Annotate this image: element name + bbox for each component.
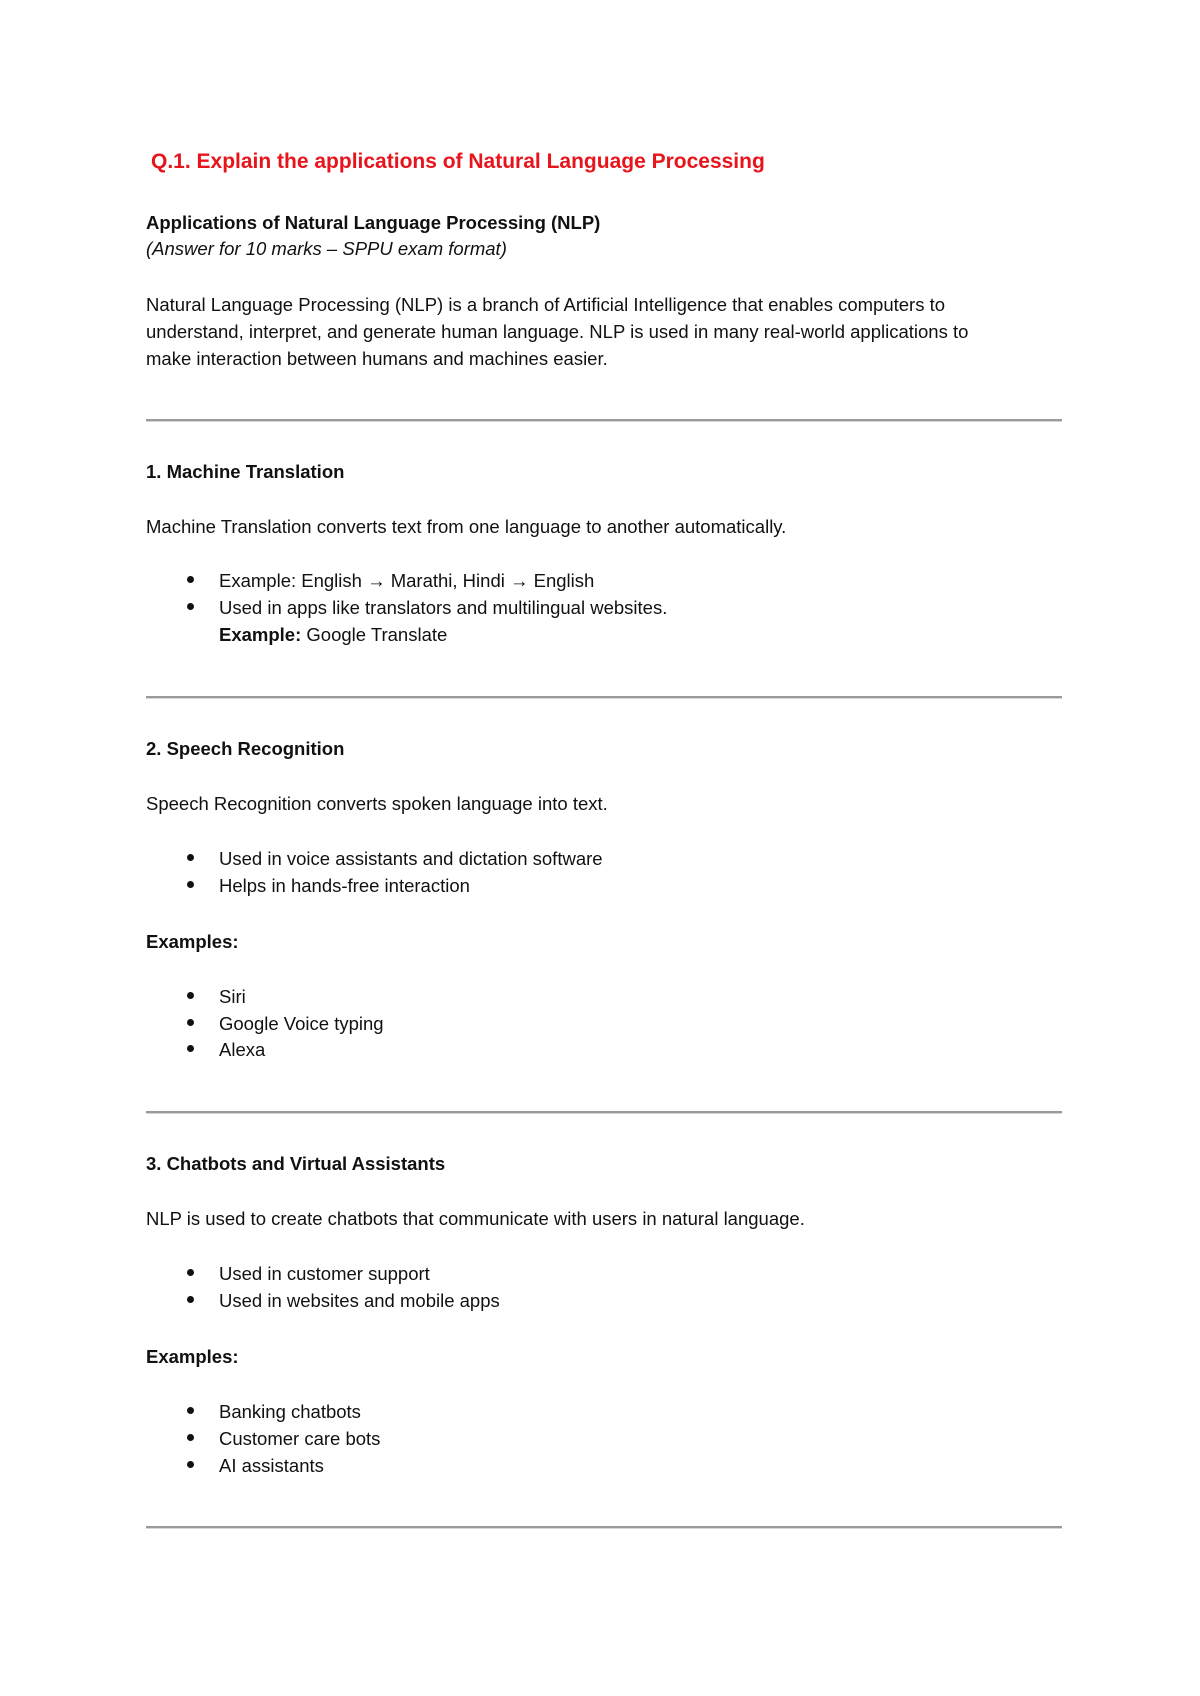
list-item: Google Voice typing <box>219 1013 384 1034</box>
bullet-dot-icon <box>187 1269 194 1276</box>
examples-label: Examples: <box>146 1346 239 1367</box>
horizontal-rule <box>146 696 1062 699</box>
section-description: Speech Recognition converts spoken language into text. <box>146 793 608 814</box>
section-description: NLP is used to create chatbots that communicate with users in natural language. <box>146 1208 805 1229</box>
bullet-dot-icon <box>187 992 194 999</box>
section-title-speech-recognition: 2. Speech Recognition <box>146 738 345 759</box>
list-item: Helps in hands-free interaction <box>219 875 470 896</box>
bullet-dot-icon <box>187 854 194 861</box>
bullet-dot-icon <box>187 1461 194 1468</box>
bullet-dot-icon <box>187 1019 194 1026</box>
list-item: Customer care bots <box>219 1428 381 1449</box>
section-description: Machine Translation converts text from one language to another automatically. <box>146 516 787 537</box>
bullet-dot-icon <box>187 1407 194 1414</box>
bullet-dot-icon <box>187 576 194 583</box>
list-item: Used in apps like translators and multilingual websites. <box>219 597 668 618</box>
section-title-machine-translation: 1. Machine Translation <box>146 461 345 482</box>
intro-line: make interaction between humans and machines easier. <box>146 348 608 369</box>
bullet-dot-icon <box>187 1045 194 1052</box>
intro-line: Natural Language Processing (NLP) is a branch of Artificial Intelligence that enables computers to <box>146 294 946 315</box>
list-item: Alexa <box>219 1039 266 1060</box>
example-label: Example: <box>219 624 302 645</box>
intro-line: understand, interpret, and generate human language. NLP is used in many real-world applications to <box>146 321 969 342</box>
list-item: AI assistants <box>219 1455 324 1476</box>
bullet-dot-icon <box>187 881 194 888</box>
list-item: Banking chatbots <box>219 1401 361 1422</box>
list-item: Siri <box>219 986 246 1007</box>
horizontal-rule <box>146 1111 1062 1114</box>
bullet-dot-icon <box>187 1434 194 1441</box>
document-heading: Applications of Natural Language Processing (NLP) <box>146 212 601 233</box>
horizontal-rule <box>146 419 1062 422</box>
bullet-dot-icon <box>187 603 194 610</box>
horizontal-rule <box>146 1526 1062 1529</box>
document-subheading: (Answer for 10 marks – SPPU exam format) <box>146 238 507 259</box>
list-item: Example: English → Marathi, Hindi → English <box>219 570 595 591</box>
list-item: Used in customer support <box>219 1263 430 1284</box>
section-title-chatbots: 3. Chatbots and Virtual Assistants <box>146 1153 446 1174</box>
example-value: Google Translate <box>301 624 448 645</box>
list-item: Used in voice assistants and dictation software <box>219 848 603 869</box>
question-title: Q.1. Explain the applications of Natural Language Processing <box>151 150 765 173</box>
example-line <box>219 622 447 648</box>
list-item: Used in websites and mobile apps <box>219 1290 500 1311</box>
bullet-dot-icon <box>187 1296 194 1303</box>
examples-label: Examples: <box>146 931 239 952</box>
